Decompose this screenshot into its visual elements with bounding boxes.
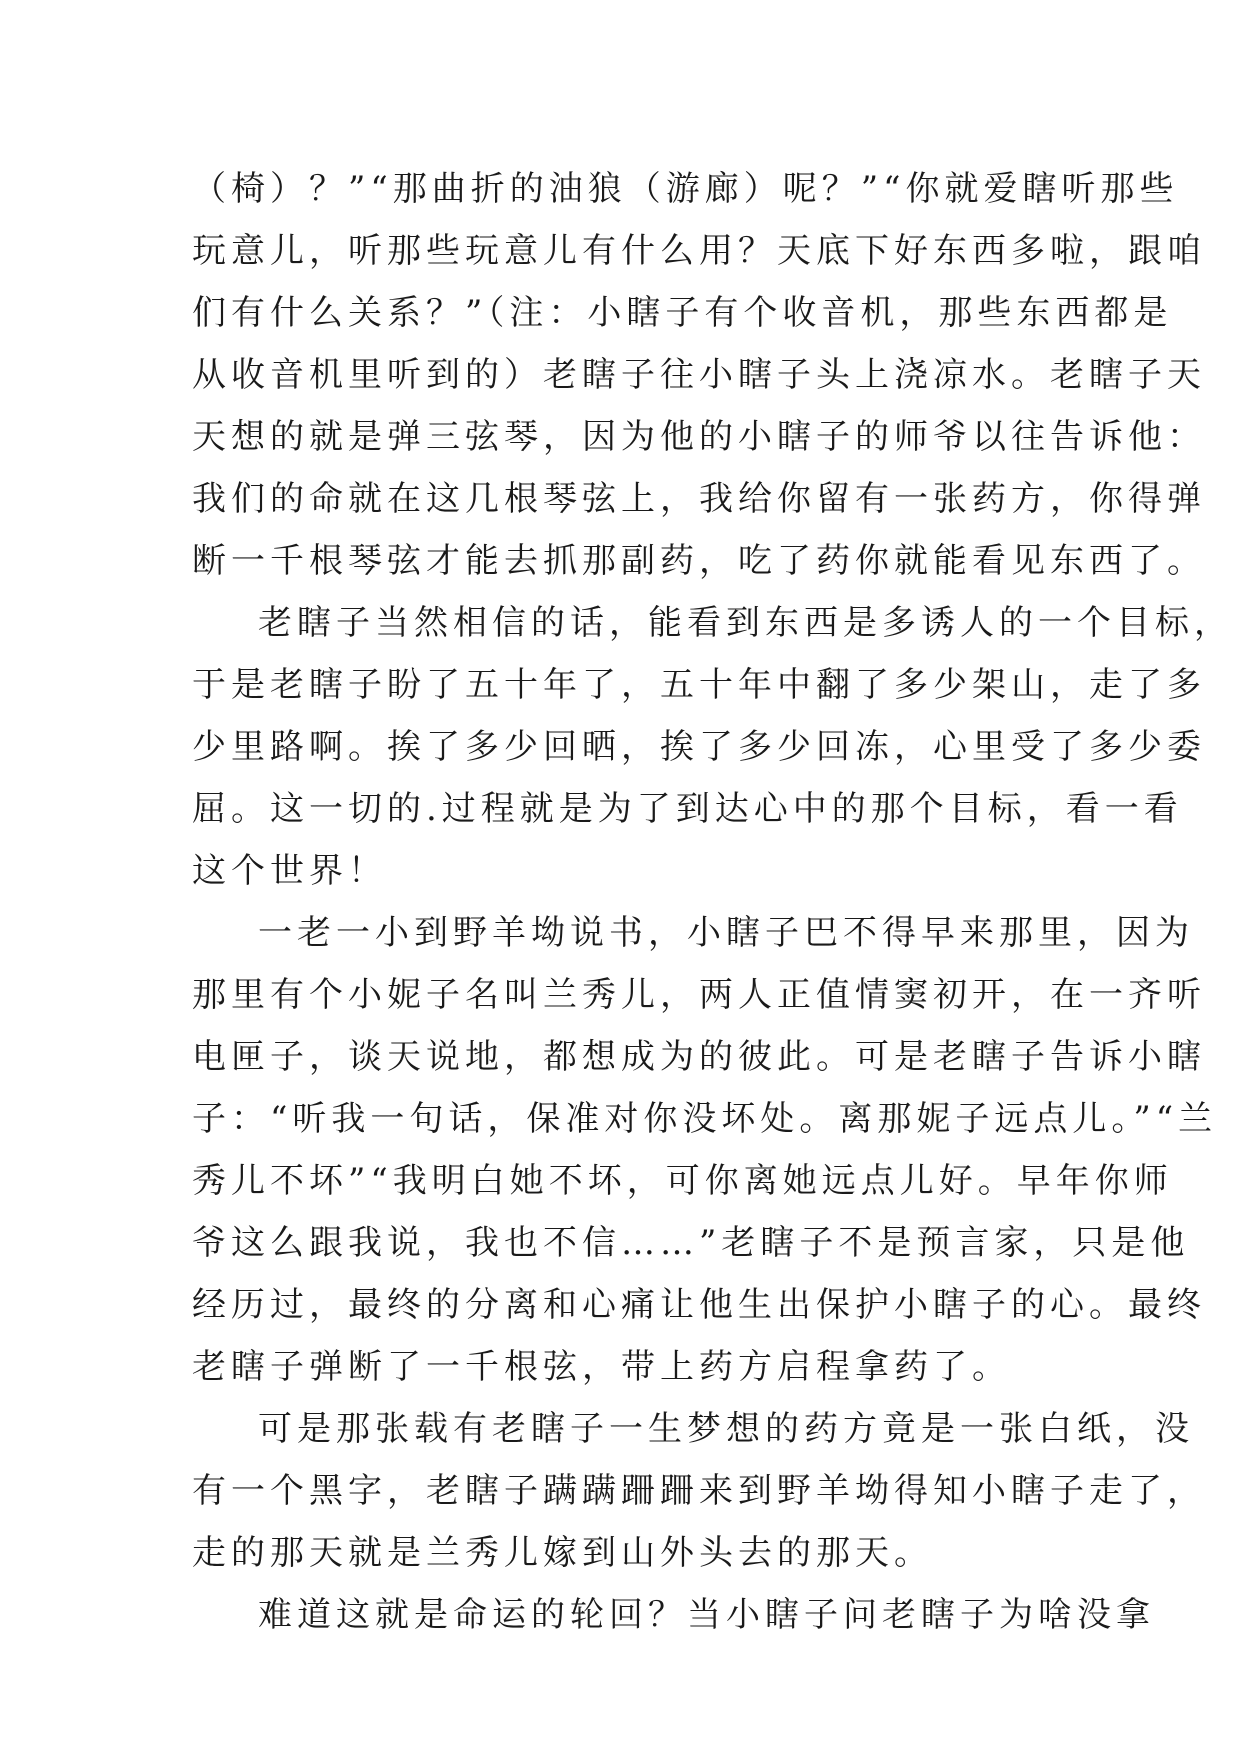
document-body — [192, 158, 1233, 1646]
text-line: 玩意儿，听那些玩意儿有什么用？天底下好东西多啦，跟咱 — [192, 231, 1206, 271]
text-line: 从收音机里听到的）老瞎子往小瞎子头上浇凉水。老瞎子天 — [192, 355, 1206, 395]
text-line: 秀儿不坏”“我明白她不坏，可你离她远点儿好。早年你师 — [192, 1161, 1173, 1201]
text-line: 屈。这一切的.过程就是为了到达心中的那个目标，看一看 — [192, 789, 1183, 829]
text-line: 这个世界！ — [192, 851, 387, 891]
paragraph-first-line: 可是那张载有老瞎子一生梦想的药方竟是一张白纸，没 — [258, 1409, 1194, 1449]
text-line: 有一个黑字，老瞎子蹒蹒跚跚来到野羊坳得知小瞎子走了， — [192, 1471, 1206, 1511]
text-line: 老瞎子弹断了一千根弦，带上药方启程拿药了。 — [192, 1347, 1011, 1387]
paragraph-first-line: 一老一小到野羊坳说书，小瞎子巴不得早来那里，因为 — [258, 913, 1194, 953]
text-line: 少里路啊。挨了多少回晒，挨了多少回冻，心里受了多少委 — [192, 727, 1206, 767]
text-line: 子：“听我一句话，保准对你没坏处。离那妮子远点儿。”“兰 — [192, 1099, 1218, 1139]
text-line: 天想的就是弹三弦琴，因为他的小瞎子的师爷以往告诉他： — [192, 417, 1206, 457]
text-line: 经历过，最终的分离和心痛让他生出保护小瞎子的心。最终 — [192, 1285, 1206, 1325]
paragraph-first-line: 老瞎子当然相信的话，能看到东西是多诱人的一个目标， — [258, 603, 1233, 643]
text-line: 断一千根琴弦才能去抓那副药，吃了药你就能看见东西了。 — [192, 541, 1206, 581]
text-line: （椅）？”“那曲折的油狼（游廊）呢？”“你就爱瞎听那些 — [192, 169, 1179, 209]
text-line: 爷这么跟我说，我也不信……”老瞎子不是预言家，只是他 — [192, 1223, 1190, 1263]
paragraph-first-line: 难道这就是命运的轮回？当小瞎子问老瞎子为啥没拿 — [258, 1595, 1155, 1635]
text-line: 们有什么关系？”（注：小瞎子有个收音机，那些东西都是 — [192, 293, 1173, 333]
text-line: 走的那天就是兰秀儿嫁到山外头去的那天。 — [192, 1533, 933, 1573]
text-line: 电匣子，谈天说地，都想成为的彼此。可是老瞎子告诉小瞎 — [192, 1037, 1206, 1077]
text-line: 于是老瞎子盼了五十年了，五十年中翻了多少架山，走了多 — [192, 665, 1206, 705]
text-line: 那里有个小妮子名叫兰秀儿，两人正值情窦初开，在一齐听 — [192, 975, 1206, 1015]
text-line: 我们的命就在这几根琴弦上，我给你留有一张药方，你得弹 — [192, 479, 1206, 519]
